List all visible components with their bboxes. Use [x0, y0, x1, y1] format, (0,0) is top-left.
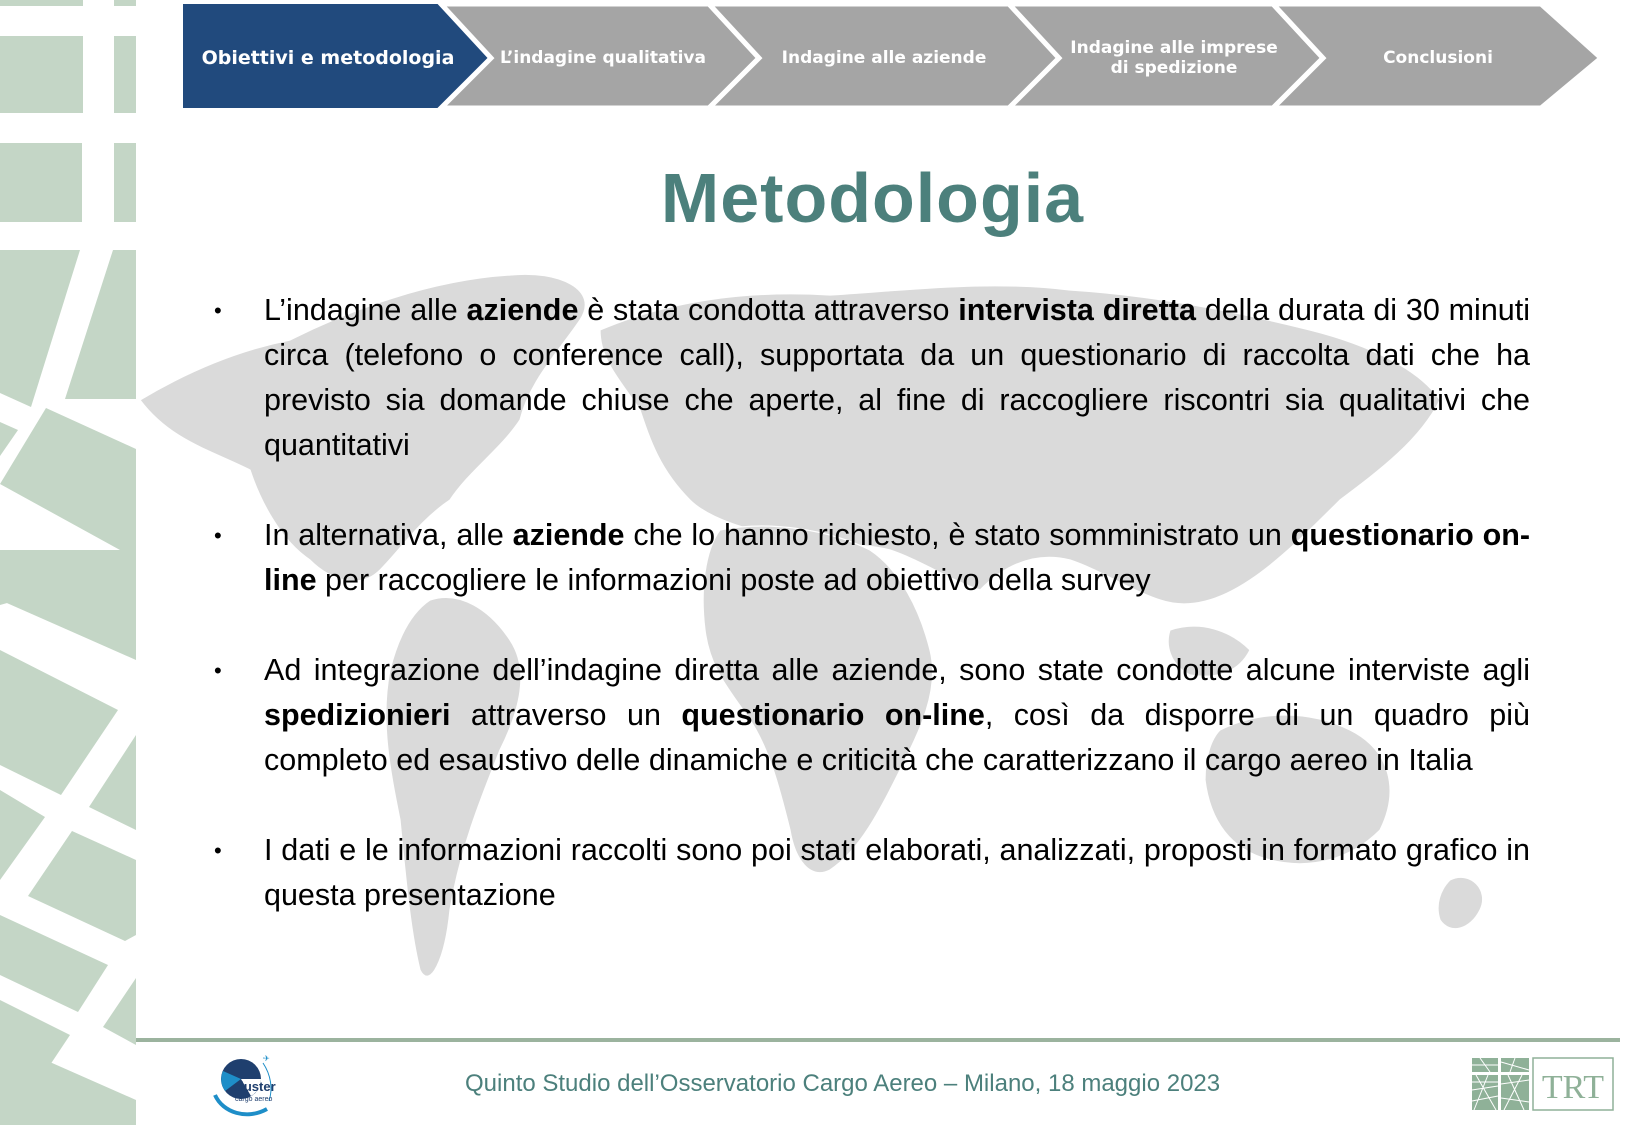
cluster-cargo-aereo-logo	[205, 1045, 295, 1120]
bullet-text-segment: , così da disporre di un quadro più completo ed esaustivo delle dinamiche e criticità che caratterizzano il cargo aereo in Italia	[264, 698, 1530, 777]
nav-step-indagine-qualitativa[interactable]: L’indagine qualitativa	[499, 47, 706, 68]
page-title: Metodologia	[660, 159, 1085, 237]
bullet-text-segment: della durata di 30 minuti circa (telefono o conference call), supportata da un questionario di raccolta dati che ha previsto sia domande chiuse che aperte, al fine di raccogliere riscontri sia qualitativi che quantitativi	[264, 293, 1531, 462]
bullet-bold-text: aziende	[466, 293, 579, 327]
bullet-text-segment: In alternativa, alle	[264, 518, 513, 552]
bullet-icon: •	[214, 298, 222, 323]
plane-icon: ✈	[263, 1054, 270, 1063]
bullet-bold-text: questionario on-line	[681, 698, 985, 732]
bullet-text-segment: L’indagine alle	[264, 293, 467, 327]
bullet-text-segment: Ad integrazione dell’indagine diretta alle aziende, sono state condotte alcune interviste agli	[264, 653, 1530, 687]
bullet-item	[210, 828, 1530, 918]
trt-logo	[1470, 1056, 1616, 1112]
bullet-bold-text: questionario on-line	[264, 518, 1530, 597]
bullet-icon: •	[214, 658, 222, 683]
cluster-logo-subword: cargo aereo	[235, 1096, 273, 1103]
decorative-street-pattern	[0, 0, 136, 1125]
bullet-item	[210, 648, 1530, 783]
bullet-text-segment: per raccogliere le informazioni poste ad obiettivo della survey	[316, 563, 1151, 597]
bullet-icon: •	[214, 838, 222, 863]
bullet-item	[210, 288, 1530, 468]
footer-divider	[136, 1038, 1620, 1042]
bullet-text-segment: I dati e le informazioni raccolti sono poi stati elaborati, analizzati, proposti in formato grafico in questa presentazione	[264, 833, 1530, 912]
bullet-item	[210, 513, 1530, 603]
trt-logo-text: TRT	[1541, 1069, 1605, 1106]
nav-step-obiettivi[interactable]: Obiettivi e metodologia	[201, 46, 455, 69]
bullet-bold-text: aziende	[512, 518, 625, 552]
bullet-text	[264, 828, 1530, 918]
bullet-text	[264, 513, 1530, 603]
bullet-text-segment: è stata condotta attraverso	[578, 293, 959, 327]
bullet-text	[264, 288, 1530, 468]
footer-caption: Quinto Studio dell’Osservatorio Cargo Aereo – Milano, 18 maggio 2023	[465, 1070, 1221, 1097]
bullet-bold-text: spedizionieri	[264, 698, 451, 732]
nav-step-indagine-spedizione[interactable]: Indagine alle imprese di spedizione	[1070, 37, 1278, 78]
bullet-text-segment: attraverso un	[450, 698, 682, 732]
bullet-bold-text: intervista diretta	[958, 293, 1196, 327]
bullet-list	[210, 288, 1530, 963]
nav-step-indagine-aziende[interactable]: Indagine alle aziende	[781, 47, 987, 68]
nav-step-conclusioni[interactable]: Conclusioni	[1383, 47, 1493, 68]
bullet-text-segment: che lo hanno richiesto, è stato somministrato un	[624, 518, 1291, 552]
cluster-logo-word: cluster	[233, 1079, 276, 1094]
bullet-icon: •	[214, 523, 222, 548]
bullet-text	[264, 648, 1530, 783]
section-navigation	[183, 4, 1603, 112]
